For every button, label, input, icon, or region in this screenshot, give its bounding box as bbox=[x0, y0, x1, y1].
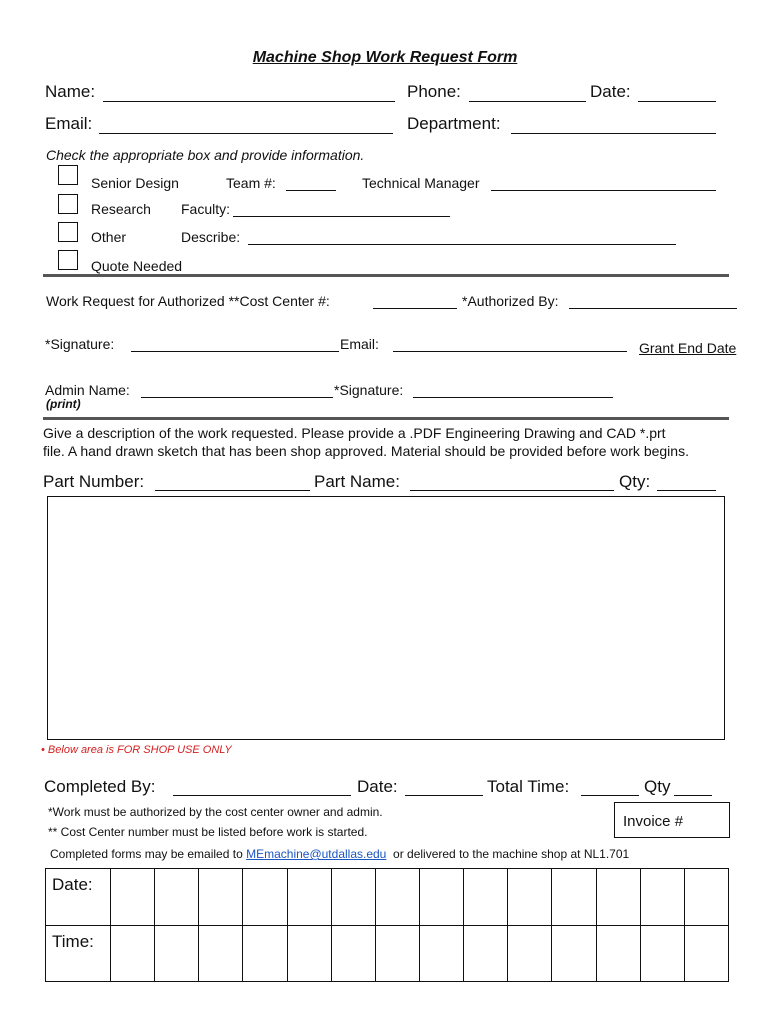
log-cell[interactable] bbox=[552, 869, 596, 926]
log-cell[interactable] bbox=[331, 925, 375, 982]
faculty-input[interactable] bbox=[233, 216, 450, 217]
log-cell[interactable] bbox=[684, 925, 728, 982]
note-cost-center: ** Cost Center number must be listed before work is started. bbox=[48, 825, 368, 839]
log-cell[interactable] bbox=[552, 925, 596, 982]
admin-signature-input[interactable] bbox=[413, 397, 613, 398]
shop-email-link[interactable]: MEmachine@utdallas.edu bbox=[246, 847, 387, 861]
work-description-area[interactable] bbox=[47, 496, 725, 740]
completed-date-input[interactable] bbox=[405, 795, 483, 796]
part-qty-input[interactable] bbox=[657, 490, 716, 491]
admin-signature-label: *Signature: bbox=[334, 382, 404, 398]
team-input[interactable] bbox=[286, 190, 336, 191]
name-label: Name: bbox=[45, 82, 96, 101]
log-time-label: Time: bbox=[46, 925, 111, 982]
shop-use-notice bbox=[41, 744, 232, 756]
log-cell[interactable] bbox=[243, 925, 287, 982]
log-cell[interactable] bbox=[419, 925, 463, 982]
other-checkbox[interactable] bbox=[58, 222, 78, 242]
log-cell[interactable] bbox=[287, 925, 331, 982]
completed-qty-input[interactable] bbox=[674, 795, 712, 796]
describe-input[interactable] bbox=[248, 244, 676, 245]
log-cell[interactable] bbox=[508, 869, 552, 926]
form-title: Machine Shop Work Request Form bbox=[252, 49, 518, 66]
completed-qty-label: Qty bbox=[644, 777, 671, 796]
part-number-label: Part Number: bbox=[43, 472, 145, 491]
part-name-label: Part Name: bbox=[314, 472, 400, 491]
email-label: Email: bbox=[45, 114, 93, 133]
section-divider-middle bbox=[43, 417, 729, 420]
log-cell[interactable] bbox=[464, 869, 508, 926]
admin-name-label: Admin Name: bbox=[45, 382, 130, 398]
completed-date-label: Date: bbox=[357, 777, 398, 796]
log-cell[interactable] bbox=[111, 925, 155, 982]
print-hint: (print) bbox=[46, 397, 81, 411]
footer-text bbox=[50, 847, 629, 861]
log-cell[interactable] bbox=[464, 925, 508, 982]
log-cell[interactable] bbox=[640, 925, 684, 982]
bullet-icon: • bbox=[41, 744, 48, 756]
log-cell[interactable] bbox=[684, 869, 728, 926]
log-cell[interactable] bbox=[287, 869, 331, 926]
footer-prefix: Completed forms may be emailed to bbox=[50, 847, 243, 861]
completed-by-label: Completed By: bbox=[44, 777, 156, 796]
phone-input[interactable] bbox=[469, 101, 586, 102]
log-cell[interactable] bbox=[155, 925, 199, 982]
invoice-label: Invoice # bbox=[623, 813, 684, 830]
authorized-by-label: *Authorized By: bbox=[462, 293, 559, 309]
log-cell[interactable] bbox=[199, 925, 243, 982]
completed-by-input[interactable] bbox=[173, 795, 351, 796]
research-label: Research bbox=[91, 201, 151, 217]
auth-email-label: Email: bbox=[340, 336, 379, 352]
faculty-label: Faculty: bbox=[181, 201, 231, 217]
technical-manager-label: Technical Manager bbox=[362, 175, 480, 191]
cost-center-input[interactable] bbox=[373, 308, 457, 309]
total-time-input[interactable] bbox=[581, 795, 639, 796]
department-label: Department: bbox=[407, 114, 501, 133]
log-cell[interactable] bbox=[375, 925, 419, 982]
other-label: Other bbox=[91, 229, 127, 245]
note-authorization: *Work must be authorized by the cost center owner and admin. bbox=[48, 805, 383, 819]
technical-manager-input[interactable] bbox=[491, 190, 716, 191]
quote-needed-checkbox[interactable] bbox=[58, 250, 78, 270]
research-checkbox[interactable] bbox=[58, 194, 78, 214]
total-time-label: Total Time: bbox=[487, 777, 570, 796]
log-cell[interactable] bbox=[508, 925, 552, 982]
description-line-2: file. A hand drawn sketch that has been shop approved. Material should be provided before work begins. bbox=[43, 443, 689, 459]
phone-label: Phone: bbox=[407, 82, 461, 101]
log-cell[interactable] bbox=[111, 869, 155, 926]
authorized-by-input[interactable] bbox=[569, 308, 737, 309]
signature-input[interactable] bbox=[131, 351, 339, 352]
part-name-input[interactable] bbox=[410, 490, 614, 491]
footer-suffix: or delivered to the machine shop at NL1.701 bbox=[393, 847, 630, 861]
auth-email-input[interactable] bbox=[393, 351, 627, 352]
senior-design-label: Senior Design bbox=[91, 175, 179, 191]
date-label: Date: bbox=[590, 82, 631, 101]
log-date-label: Date: bbox=[46, 869, 111, 926]
log-cell[interactable] bbox=[640, 869, 684, 926]
date-input[interactable] bbox=[638, 101, 716, 102]
instructions-text: Check the appropriate box and provide information. bbox=[46, 147, 365, 163]
name-input[interactable] bbox=[103, 101, 395, 102]
email-input[interactable] bbox=[99, 133, 393, 134]
section-divider-top bbox=[43, 274, 729, 277]
admin-name-input[interactable] bbox=[141, 397, 333, 398]
log-cell[interactable] bbox=[331, 869, 375, 926]
signature-label: *Signature: bbox=[45, 336, 115, 352]
table-row bbox=[46, 925, 729, 982]
describe-label: Describe: bbox=[181, 229, 241, 245]
shop-use-text: Below area is FOR SHOP USE ONLY bbox=[47, 744, 232, 756]
log-cell[interactable] bbox=[596, 925, 640, 982]
log-cell[interactable] bbox=[199, 869, 243, 926]
department-input[interactable] bbox=[511, 133, 716, 134]
grant-end-date-label[interactable]: Grant End Date bbox=[639, 340, 737, 356]
description-line-1: Give a description of the work requested. Please provide a .PDF Engineering Drawing and CAD *.prt bbox=[43, 425, 666, 441]
team-label: Team #: bbox=[226, 175, 276, 191]
log-cell[interactable] bbox=[596, 869, 640, 926]
log-cell[interactable] bbox=[419, 869, 463, 926]
log-cell[interactable] bbox=[375, 869, 419, 926]
quote-needed-label: Quote Needed bbox=[91, 258, 183, 274]
senior-design-checkbox[interactable] bbox=[58, 165, 78, 185]
part-number-input[interactable] bbox=[155, 490, 310, 491]
shop-log-table bbox=[45, 868, 729, 982]
table-row bbox=[46, 869, 729, 926]
log-cell[interactable] bbox=[155, 869, 199, 926]
invoice-box[interactable] bbox=[614, 802, 730, 838]
cost-center-label: Work Request for Authorized **Cost Center #: bbox=[46, 293, 330, 309]
log-cell[interactable] bbox=[243, 869, 287, 926]
part-qty-label: Qty: bbox=[619, 472, 651, 491]
